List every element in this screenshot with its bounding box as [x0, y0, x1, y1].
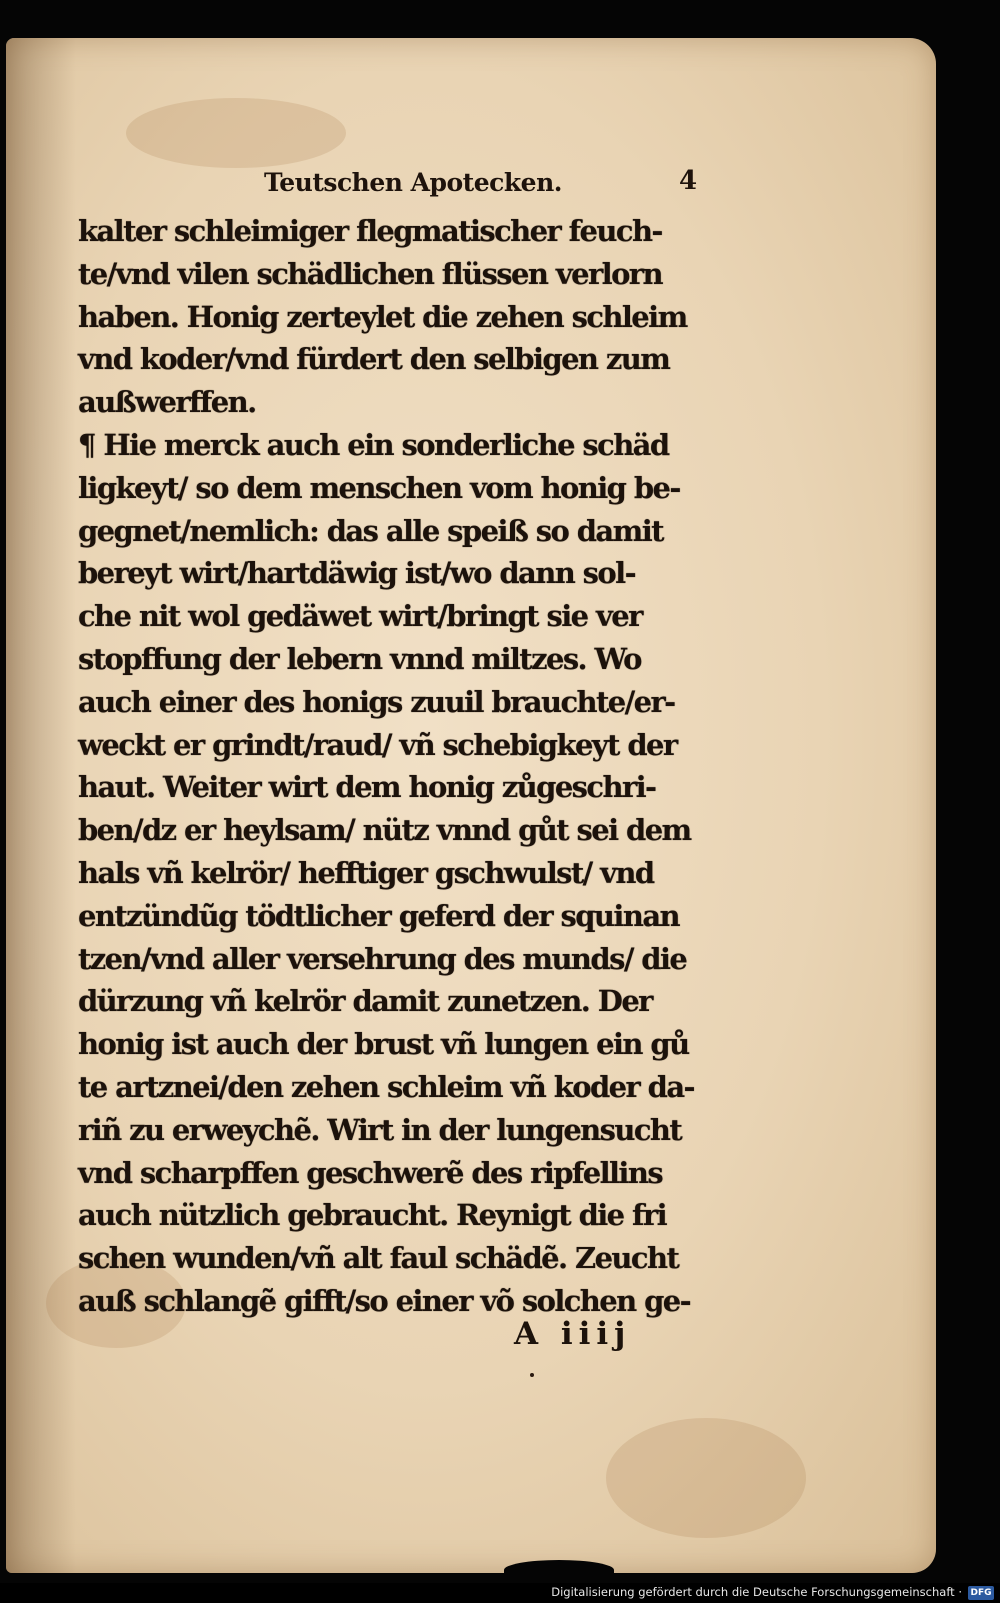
- text-line: te/vnd vilen schädlichen flüssen verlorn: [78, 256, 662, 291]
- text-line: entzündũg tödtlicher geferd der squinan: [78, 898, 679, 933]
- text-line: honig ist auch der brust vñ lungen ein gů: [78, 1027, 689, 1062]
- text-line: vnd koder/vnd fürdert den selbigen zum: [78, 342, 670, 377]
- footer-bar: [0, 1583, 1000, 1603]
- paper-stain: [126, 98, 346, 168]
- running-title: Teutschen Apotecken.: [264, 168, 562, 197]
- text-line: außwerffen.: [78, 385, 256, 420]
- text-line: auß schlangẽ gifft/so einer võ solchen ge-: [78, 1283, 691, 1318]
- ink-dot: [530, 1373, 534, 1377]
- text-line: schen wunden/vñ alt faul schädẽ. Zeucht: [78, 1241, 679, 1276]
- text-line: hals vñ kelrör/ hefftiger gschwulst/ vnd: [78, 855, 654, 890]
- text-line: che nit wol gedäwet wirt/bringt sie ver: [78, 599, 642, 634]
- text-line: riñ zu erweychẽ. Wirt in der lungensucht: [78, 1112, 682, 1147]
- page-gutter-shadow: [6, 38, 76, 1573]
- page-number: 4: [679, 166, 698, 196]
- text-line: gegnet/nemlich: das alle speiß so damit: [78, 513, 663, 548]
- text-line: weckt er grindt/raud/ vñ schebigkeyt der: [78, 727, 677, 762]
- body-text: [78, 210, 738, 1323]
- text-line: bereyt wirt/hartdäwig ist/wo dann sol-: [78, 556, 636, 591]
- text-line: tzen/vnd aller versehrung des munds/ die: [78, 941, 687, 976]
- text-line: te artznei/den zehen schleim vñ koder da-: [78, 1069, 694, 1104]
- text-line: stopffung der lebern vnnd miltzes. Wo: [78, 641, 641, 676]
- signature-mark: A iiij: [514, 1316, 632, 1352]
- dfg-logo: DFG: [968, 1586, 994, 1600]
- text-line: auch einer des honigs zuuil brauchte/er-: [78, 684, 675, 719]
- text-line: auch nützlich gebraucht. Reynigt die fri: [78, 1198, 666, 1233]
- text-line: ¶ Hie merck auch ein sonderliche schäd: [78, 427, 669, 462]
- paper-stain: [606, 1418, 806, 1538]
- text-line: haben. Honig zerteylet die zehen schleim: [78, 299, 687, 334]
- text-line: ben/dz er heylsam/ nütz vnnd gůt sei dem: [78, 813, 691, 848]
- footer-credit: Digitalisierung gefördert durch die Deutsche Forschungsgemeinschaft ·: [551, 1585, 962, 1599]
- book-page: [6, 38, 936, 1573]
- page-edge-notch: [504, 1560, 614, 1580]
- text-line: dürzung vñ kelrör damit zunetzen. Der: [78, 984, 652, 1019]
- text-line: haut. Weiter wirt dem honig zůgeschri-: [78, 770, 656, 805]
- running-header: [264, 166, 724, 206]
- text-line: vnd scharpffen geschwerẽ des ripfellins: [78, 1155, 663, 1190]
- text-line: kalter schleimiger flegmatischer feuch-: [78, 214, 662, 248]
- text-line: ligkeyt/ so dem menschen vom honig be-: [78, 470, 680, 505]
